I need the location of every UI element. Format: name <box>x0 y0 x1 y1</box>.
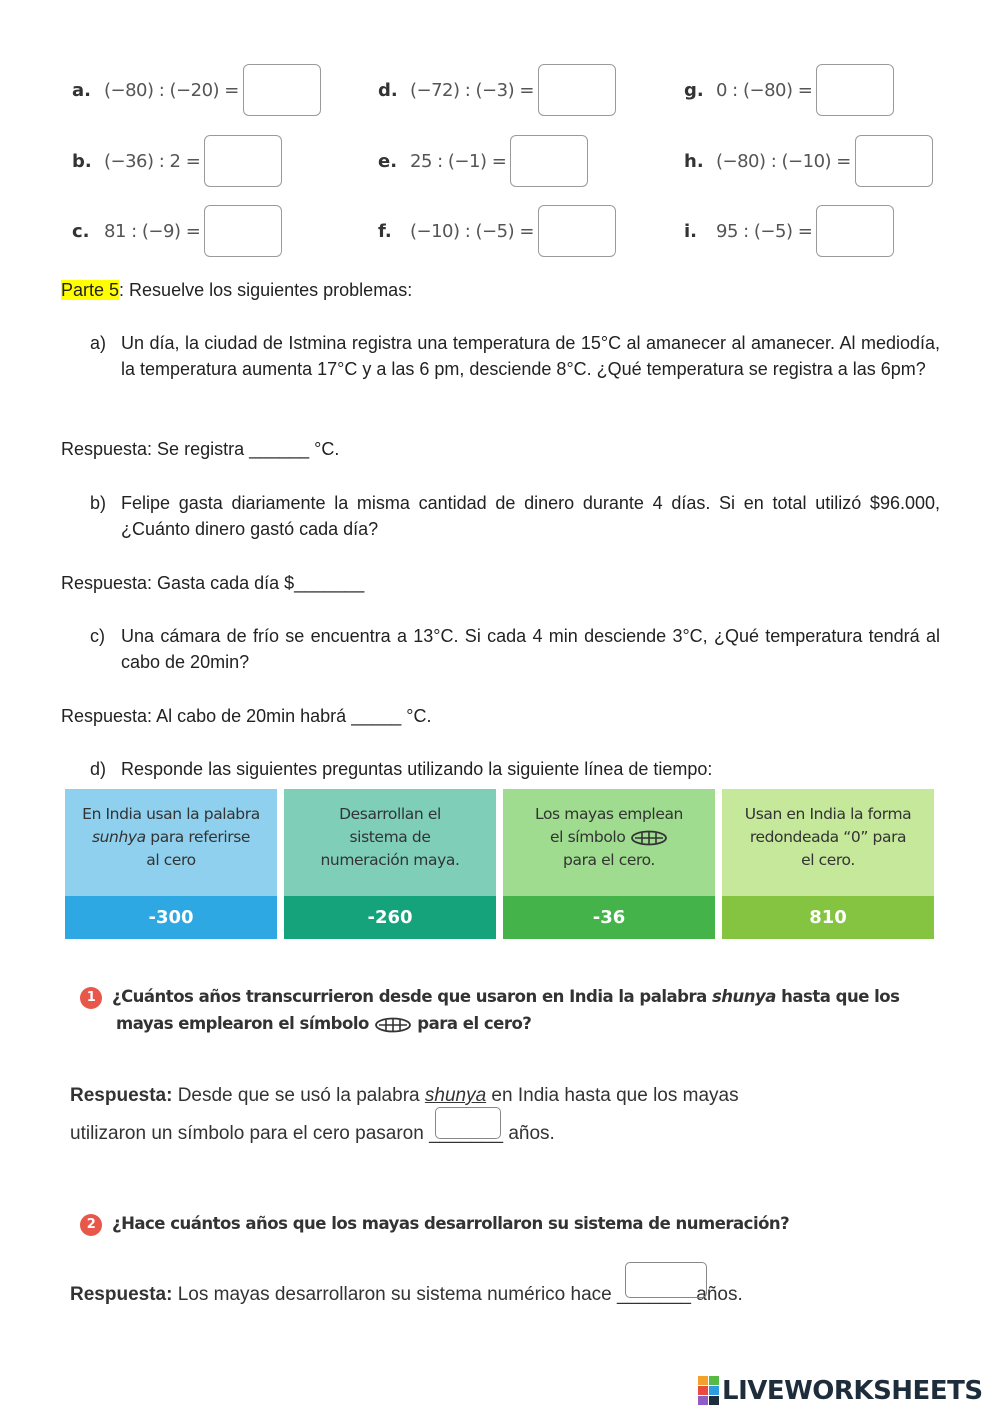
timeline-italic-word: sunhya <box>91 828 146 846</box>
response-blank <box>617 1276 691 1314</box>
problem-d <box>90 756 940 782</box>
timeline-line: al cero <box>146 851 196 869</box>
problem-label: b) <box>90 493 107 513</box>
answer-c: Respuesta: Al cabo de 20min habrá _____ °C. <box>61 706 432 726</box>
timeline-line: En India usan la palabra <box>82 805 260 823</box>
problem-text: Una cámara de frío se encuentra a 13°C. Si cada 4 min desciende 3°C, ¿Qué temperatura tendrá al cabo de 20min? <box>121 626 940 672</box>
exercise-f <box>378 205 616 257</box>
answer-box[interactable] <box>510 135 588 187</box>
timeline-line: numeración maya. <box>320 851 460 869</box>
answer-box[interactable] <box>435 1107 501 1139</box>
response-line <box>70 1115 900 1153</box>
liveworksheets-logo-text: LIVEWORKSHEETS <box>722 1376 983 1406</box>
exercise-expression: (−72) : (−3) = <box>410 79 534 101</box>
exercise-h <box>684 135 933 187</box>
question-2 <box>80 1210 910 1237</box>
timeline-card-india-zero <box>722 789 934 939</box>
exercise-expression: 25 : (−1) = <box>410 150 507 172</box>
response-text: años. <box>503 1123 555 1144</box>
timeline-line: para el cero. <box>563 851 655 869</box>
timeline-year: 810 <box>722 896 934 939</box>
exercise-a <box>72 64 321 116</box>
timeline-line: Usan en India la forma <box>744 805 912 823</box>
question-number-badge: 2 <box>80 1214 102 1236</box>
timeline-card-text <box>722 789 934 896</box>
exercise-c <box>72 205 282 257</box>
timeline-card-maya-system <box>284 789 496 939</box>
problem-label: c) <box>90 626 105 646</box>
response-text: años. <box>690 1284 743 1305</box>
timeline-year: -300 <box>65 896 277 939</box>
answer-box[interactable] <box>816 205 894 257</box>
response-blank <box>429 1115 503 1153</box>
response-1 <box>70 1077 900 1153</box>
exercise-expression: (−80) : (−10) = <box>716 150 851 172</box>
exercise-expression: (−80) : (−20) = <box>104 79 239 101</box>
timeline-card-india-sunhya <box>65 789 277 939</box>
answer-box[interactable] <box>855 135 933 187</box>
timeline-year: -36 <box>503 896 715 939</box>
blank-line: _______ <box>617 1284 691 1305</box>
exercise-g <box>684 64 894 116</box>
response-text: en India hasta que los mayas <box>486 1085 739 1106</box>
timeline-card-maya-symbol <box>503 789 715 939</box>
exercise-label: g. <box>684 79 704 101</box>
problem-b <box>90 490 940 542</box>
answer-box[interactable] <box>538 205 616 257</box>
exercise-label: f. <box>378 220 392 242</box>
exercise-label: e. <box>378 150 398 172</box>
timeline-card-text <box>503 789 715 896</box>
response-text: Desde que se usó la palabra <box>172 1085 425 1106</box>
timeline-line <box>503 826 715 849</box>
exercise-b <box>72 135 282 187</box>
question-text: ¿Cuántos años transcurrieron desde que usaron en India la palabra <box>112 987 712 1006</box>
exercise-expression: 95 : (−5) = <box>716 220 813 242</box>
timeline-line-text: el símbolo <box>550 828 626 846</box>
part5-highlight: Parte 5 <box>61 280 120 300</box>
timeline-line: sistema de <box>349 828 431 846</box>
answer-box[interactable] <box>816 64 894 116</box>
exercise-label: c. <box>72 220 90 242</box>
exercise-label: b. <box>72 150 92 172</box>
exercise-expression: (−36) : 2 = <box>104 150 201 172</box>
response-label: Respuesta: <box>70 1085 173 1106</box>
response-italic-word: shunya <box>424 1085 487 1106</box>
timeline-line-rest: para referirse <box>145 828 251 846</box>
question-line <box>80 1010 910 1037</box>
maya-zero-shell-icon <box>374 1017 412 1033</box>
exercise-expression: (−10) : (−5) = <box>410 220 534 242</box>
exercise-d <box>378 64 616 116</box>
question-1 <box>80 983 910 1037</box>
timeline-line: Desarrollan el <box>339 805 441 823</box>
blank-line: _______ <box>429 1123 504 1144</box>
answer-box[interactable] <box>204 135 282 187</box>
exercise-e <box>378 135 588 187</box>
response-text: Los mayas desarrollaron su sistema numérico hace <box>172 1284 618 1305</box>
answer-box[interactable] <box>538 64 616 116</box>
maya-zero-shell-icon <box>630 830 668 846</box>
response-label: Respuesta: <box>70 1284 173 1305</box>
question-number-badge: 1 <box>80 987 102 1009</box>
question-line <box>80 983 910 1010</box>
question-italic-word: shunya <box>711 987 776 1006</box>
answer-box[interactable] <box>243 64 321 116</box>
exercise-label: i. <box>684 220 698 242</box>
timeline-line: Los mayas emplean <box>535 805 683 823</box>
question-text: ¿Hace cuántos años que los mayas desarrollaron su sistema de numeración? <box>112 1214 790 1233</box>
liveworksheets-logo-icon <box>698 1376 720 1406</box>
exercise-label: a. <box>72 79 91 101</box>
response-text: utilizaron un símbolo para el cero pasaron <box>70 1123 430 1144</box>
exercise-expression: 81 : (−9) = <box>104 220 201 242</box>
answer-a: Respuesta: Se registra ______ °C. <box>61 439 340 459</box>
part5-heading <box>61 277 412 303</box>
question-text: mayas emplearon el símbolo <box>116 1014 375 1033</box>
question-text: hasta que los <box>775 987 900 1006</box>
timeline-line: el cero. <box>801 851 855 869</box>
problem-text: Responde las siguientes preguntas utilizando la siguiente línea de tiempo: <box>121 759 713 779</box>
answer-box[interactable] <box>625 1262 707 1298</box>
timeline-line <box>65 826 277 849</box>
problem-a <box>90 330 940 382</box>
problem-label: d) <box>90 759 107 779</box>
timeline-card-text <box>65 789 277 896</box>
response-2 <box>70 1276 900 1314</box>
problem-label: a) <box>90 333 107 353</box>
problem-text: Un día, la ciudad de Istmina registra una temperatura de 15°C al amanecer al amanecer. Al mediodía, la temperatura aumenta 17°C y a las 6 pm, desciende 8°C. ¿Qué temperatura se registra a las 6pm? <box>121 333 940 379</box>
timeline-line: redondeada “0” para <box>749 828 907 846</box>
exercise-label: d. <box>378 79 398 101</box>
problem-text: Felipe gasta diariamente la misma cantidad de dinero durante 4 días. Si en total utilizó $96.000, ¿Cuánto dinero gastó cada día? <box>121 493 940 539</box>
timeline-year: -260 <box>284 896 496 939</box>
answer-box[interactable] <box>204 205 282 257</box>
exercise-i <box>684 205 894 257</box>
question-text: para el cero? <box>412 1014 532 1033</box>
liveworksheets-logo <box>698 1376 983 1406</box>
exercise-expression: 0 : (−80) = <box>716 79 813 101</box>
problem-c <box>90 623 940 675</box>
part5-instruction: : Resuelve los siguientes problemas: <box>119 280 413 300</box>
exercise-label: h. <box>684 150 704 172</box>
answer-b: Respuesta: Gasta cada día $_______ <box>61 573 365 593</box>
timeline-card-text <box>284 789 496 896</box>
